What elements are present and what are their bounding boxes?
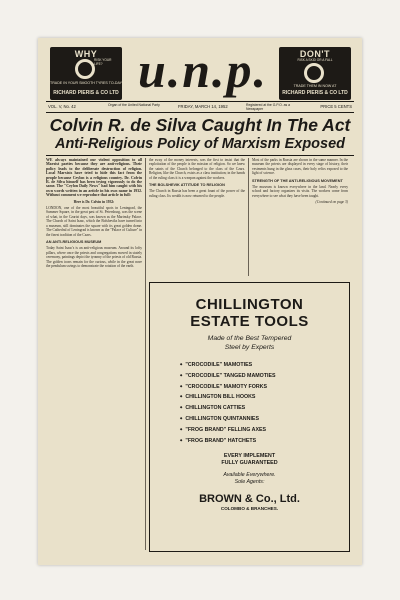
guarantee-line-2: FULLY GUARANTEED — [221, 459, 278, 466]
newspaper-page — [38, 38, 362, 565]
tyre-ad-right-tagline: RISK A SKID OR A FALL — [297, 58, 333, 62]
article-columns — [46, 158, 354, 558]
registration-line: Registered at the G.P.O. as a Newspaper — [246, 103, 291, 111]
headline-rule — [46, 155, 354, 156]
sub-headline: Anti-Religious Policy of Marxism Exposed — [54, 136, 346, 152]
article-paragraph: LONDON, one of the most beautiful spots in Leningrad, the Summer Square, in the great past of St. Petersburg, was the scene of what, in the Czarist days, was known as the Marinsky Palace. The Church of Saint Isaac, which the Bolsheviks have turned into a museum, still dominates the square with its great golden dome. The Cathedral of Leningrad is known as the "Palace of Culture" in the finest tradition of the Czars. — [46, 206, 142, 237]
tyre-ad-right-headline: DON'T — [299, 49, 331, 59]
product-item: ◆ "FROG BRAND" HATCHETS — [180, 436, 349, 447]
tyre-ad-left-tagline: RISK YOUR LIFE? — [94, 58, 112, 66]
continued-note: (Continued on page 3) — [315, 200, 348, 205]
availability-line: Available Everywhere. — [223, 472, 276, 479]
ad-subtitle-line-1: Made of the Best Tempered — [207, 335, 292, 342]
article-paragraph: The Church in Russia has been a great fount of the power of the ruling class. Its wealth is now returned to the people. — [149, 189, 245, 198]
ad-title-line-2: ESTATE TOOLS — [190, 313, 309, 330]
newspaper-logo: u.n.p. — [137, 42, 269, 98]
ad-subtitle-line-2: Steel by Experts — [224, 343, 275, 351]
article-lead: WE always maintained our violent opposition to all Marxist parties because they are anti-religious. Their policy leads to the deliberate destruction of religion. Local Marxists have tried to hide this fact from the people because Ceylon is a religious country. Dr. Colvin R. de Silva himself has been trying vigorously to do the same. The "Ceylon Daily News" had him caught with his own words written in an article in his own name in 1932. Without comment we reproduce that article in full: — [46, 158, 142, 198]
product-list — [180, 360, 349, 446]
article-paragraph: the sway of the money interests, was the first to insist that the exploitation of the people is the mission of religion. So we knew the saints of the Church belonged to the class of the Czars. Religion, like the Church, exists as a class institution; in the hands of the ruling class it is a weapon against the workers. — [149, 158, 245, 180]
article-subheading: THE BOLSHEVIK ATTITUDE TO RELIGION — [149, 183, 225, 188]
article-column-1 — [46, 158, 142, 550]
agents-line: Sole Agents: — [234, 478, 265, 485]
product-item: ◆ CHILLINGTON CATTIES — [180, 403, 349, 414]
tyre-ad-left-trade: TRADE IN YOUR SMOOTH TYRES TO-DAY — [50, 81, 122, 85]
company-branches: COLOMBO & BRANCHES. — [220, 506, 279, 512]
article-paragraph: The museum is known everywhere in the land. Nearly every school and factory organizes its visits. The workers come from everywhere to see what they have been taught. — [252, 185, 348, 198]
product-item: ◆ "CROCODILE" MAMOTIES — [180, 360, 349, 371]
volume-number: VOL. V, No. 42 — [48, 104, 76, 109]
chillington-ad — [149, 282, 350, 552]
product-item: ◆ CHILLINGTON BILL HOOKS — [180, 392, 349, 403]
main-headline: Colvin R. de Silva Caught In The Act — [49, 115, 351, 135]
article-subheading: STRENGTH OF THE ANTI-RELIGIOUS MOVEMENT — [252, 178, 343, 183]
product-item: ◆ CHILLINGTON QUINTANNIES — [180, 414, 349, 425]
article-column-3 — [252, 158, 348, 276]
issue-date: FRIDAY, MARCH 14, 1952 — [178, 104, 228, 109]
issue-price: PRICE 5 CENTS — [320, 104, 352, 109]
column-divider — [248, 158, 249, 276]
article-column-2 — [149, 158, 245, 276]
product-item: ◆ "FROG BRAND" FELLING AXES — [180, 425, 349, 436]
article-paragraph: Most of the parks in Russia are shown in the same manner. In the museum the priests are displayed in every stage of history, their vestments hung in the glass cases, their holy relics exposed to the light of science. — [252, 158, 348, 176]
tyre-ad-right-dealer: RICHARD PIERIS & CO LTD — [282, 90, 348, 96]
tyre-icon — [304, 63, 324, 83]
product-item: ◆ "CROCODILE" TANGED MAMOTIES — [180, 371, 349, 382]
tyre-ad-right-trade: TRADE THEM IN NOW AT — [293, 84, 337, 88]
article-subheading: AN ANTI-RELIGIOUS MUSEUM — [46, 239, 102, 244]
article-paragraph: Today Saint Isaac's is an anti-religious museum. Around its lofty pillars, where once the priests and congregations moved in stately ceremony, paintings depict the tyranny of the priests of old Russia. The golden icons remain for the curious, while in the great nave the pendulum swings to demonstrate the rotation of the earth. — [46, 246, 142, 268]
ad-title-line-1: CHILLINGTON — [195, 296, 304, 313]
issue-info-bar — [46, 101, 354, 113]
company-name: BROWN & Co., Ltd. — [199, 493, 300, 506]
tyre-ad-left-dealer: RICHARD PIERIS & CO LTD — [53, 90, 119, 96]
column-divider — [145, 158, 146, 550]
article-byline: Here is Dr. Colvin in 1932: — [73, 199, 115, 204]
product-item: ◆ "CROCODILE" MAMOTY FORKS — [180, 382, 349, 393]
guarantee-line-1: EVERY IMPLEMENT — [223, 453, 276, 460]
masthead — [38, 38, 362, 108]
tyre-ad-left-headline: WHY — [74, 49, 98, 59]
tyre-icon — [75, 59, 95, 79]
tyre-ad-right — [279, 47, 351, 100]
organ-line: Organ of the United National Party — [108, 103, 160, 107]
tyre-ad-left — [50, 47, 122, 100]
